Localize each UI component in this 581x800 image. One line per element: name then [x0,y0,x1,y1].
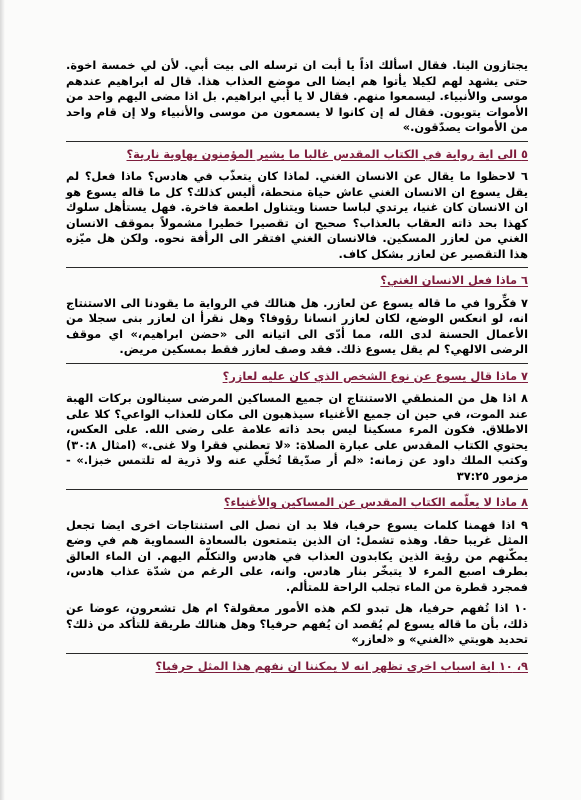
section-divider [66,267,528,268]
section-5 [66,518,528,675]
study-question: ٧ ماذا قال يسوع عن نوع الشخص الذي كان عليه لعازر؟ [222,368,528,383]
page-content [66,58,528,674]
scan-edge-shadow [0,0,5,800]
section-divider [66,489,528,490]
paragraph: ٨ اذا هل من المنطقي الاستنتاج ان جميع المساكين المرضى سينالون بركات الهبة عند الموت، في حين ان جميع الأغنياء سيذهبون الى مكان للعذاب الواعي؟ كلا على الاطلاق. فكون المرء مسكينا ليس بحد ذاته علامة على رضى الله. على العكس، يحتوي الكتاب المقدس على عبارة الصلاة: «لا تعطني فقرا ولا غنى.» (امثال ٣٠:٨) وكتب الملك داود عن زمانه: «لم أر صدّيقا تُخلّي عنه ولا ذرية له تلتمس خبزا.» - مزمور ٣٧:٢٥ [66,391,528,483]
paragraph: ٧ فكِّروا في ما قاله يسوع عن لعازر. هل هنالك في الرواية ما يقودنا الى الاستنتاج انه، لو انعكس الوضع، لكان لعازر انسانا رؤوفا؟ وهل نقرأ ان لعازر بنى سجلا من الأعمال الحسنة لدى الله، مما أدّى الى اتيانه الى «حضن ابراهيم،» اي موقف الرضى الالهي؟ لم يقل يسوع ذلك. فقد وصف لعازر فقط بمسكين مريض. [66,295,528,356]
paragraph: يجتازون الينا. فقال اسألك اذاً يا أبت ان ترسله الى بيت أبي. لأن لي خمسة اخوة. حتى يشهد لهم لكيلا يأتوا هم ايضا الى موضع العذاب هذا. قال له ابراهيم عندهم موسى والأنبياء. ليسمعوا منهم. فقال لا يا أبي ابراهيم. بل اذا مضى اليهم واحد من الأموات يتوبون. فقال له إن كانوا لا يسمعون من موسى والأنبياء ولا إن قام واحد من الأموات يصدّقون.» [66,58,528,134]
study-question: ٨ ماذا لا يعلّمه الكتاب المقدس عن المساكين والأغنياء؟ [223,495,528,509]
paragraph: ٦ لاحظوا ما يقال عن الانسان الغني. لماذا كان يتعذّب في هادس؟ ماذا فعل؟ لم يقل يسوع ان الانسان الغني عاش حياة منحطة، أليس كذلك؟ كل ما قاله يسوع هو ان الانسان كان غنيا، يرتدي لباسا حسنا ويتناول اطعمة فاخرة. فهل يستأهل سلوك كهذا بحد ذاته العقاب بالعذاب؟ صحيح ان تقصيرا خطيرا مشمولاً بموقف الانسان الغني من لعازر المسكين. فالانسان الغني افتقر الى الرأفة نحوه. ولكن هل ميّزه هذا التقصير عن لعازر بشكل كاف. [66,169,528,261]
study-question: ٥ الى اية رواية في الكتاب المقدس غالبا ما يشير المؤمنون بهاوية نارية؟ [126,146,528,161]
section-2 [66,169,528,289]
section-1 [66,58,528,162]
section-divider [66,141,528,142]
study-question: ٦ ماذا فعل الانسان الغني؟ [380,273,528,287]
section-3 [66,296,528,385]
paragraph: ١٠ اذا تُفهم حرفيا، هل تبدو لكم هذه الأمور معقولة؟ ام هل تشعرون، عوضا عن ذلك، بأن ما قاله يسوع لم يُقصد ان يُفهم حرفيا؟ وهل هنالك طريقة للتأكد من ذلك؟ تحديد هويتي «الغني» و «لعازر» [66,601,528,646]
section-divider [66,653,528,654]
section-4 [66,391,528,511]
paragraph: ٩ اذا فهمنا كلمات يسوع حرفيا، فلا بد ان نصل الى استنتاجات اخرى ايضا تجعل المثل غريبا حقا. وهذه تشمل: ان الذين يتمتعون بالسعادة السماوية هم في وضع يمكّنهم من رؤية الذين يكابدون العذاب في هادس والتكلّم اليهم. ان الماء العالق بطرف اصبع المرء لا يتبخّر بنار هادس. وانه، على الرغم من شدّة عذاب هادس، فمجرد قطرة من الماء تجلب الراحة للمتألم. [66,517,528,594]
study-question: ٩، ١٠ اية اسباب اخرى تظهر انه لا يمكننا ان نفهم هذا المثل حرفيا؟ [155,658,528,673]
section-divider [66,363,528,364]
